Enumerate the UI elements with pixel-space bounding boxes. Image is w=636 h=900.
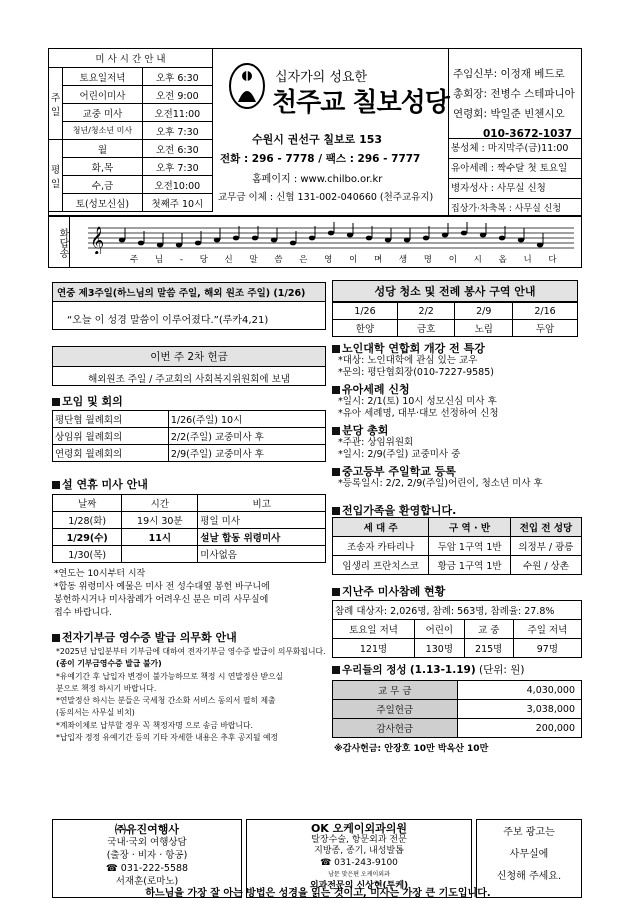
service-item: 집상가·차축복 : 사무실 신청	[448, 198, 582, 218]
hymn-lyrics: 주 님 - 당 신 말 씀 은 영 이 며 생 명 이 시 옵 니 다	[130, 255, 564, 265]
hymn-label: 화답송	[48, 216, 70, 268]
mass-title: 미 사 시 간 안 내	[49, 49, 213, 68]
homepage-link[interactable]: 홈페이지 : www.chilbo.or.kr	[252, 174, 383, 185]
note	[271, 238, 277, 243]
receipt-notes: *2025년 납입분부터 기부금에 대하여 전자기부금 영수증 발급이 의무화됩니다. (종이 기부금영수증 발급 불가) *유예기간 후 납입자 변경이 불가능하므로 책정 시 연말정산 받으실 분으로 책정 하시기 바랍니다. *연말정산 하시는 분들은 국세청 간소화 서비스 동의서 필히 제출 (동의서는 사무실 비치) *계좌이체로 납부할 경우 꼭 책정자명 으로 송금 바랍니다. *납입자 정정 유예기간 등의 기타 자세한 내용은 추후 공지될 예정	[56, 647, 326, 743]
note	[138, 241, 144, 246]
note	[480, 233, 486, 238]
note	[499, 236, 505, 241]
music-staff	[88, 222, 576, 254]
note	[233, 236, 239, 241]
svg-text:𝄞: 𝄞	[90, 226, 105, 254]
mass-name: 청년/청소년 미사	[63, 122, 143, 140]
cleaning-date: 1/26	[333, 303, 398, 320]
mass-time: 첫째주 10시	[142, 194, 212, 212]
note	[537, 243, 543, 248]
church-title: 천주교 칠보성당	[272, 88, 449, 118]
lunar-notes: *연도는 10시부터 시작 *합동 위령미사 예물은 미사 전 성수대옆 봉헌 바구니에 봉헌하시거나 미사참례가 어려우신 분은 미리 사무실에 접수 바랍니다.	[54, 569, 270, 618]
sunday-box	[52, 282, 326, 330]
welcome-title: 전입가족을 환영합니다.	[332, 502, 456, 518]
ad-travel: ㈜유진여행사 국내·국외 여행상담 (출장 · 비자 · 항공) ☎ 031-222-5588 서재훈(로마노)	[52, 819, 242, 898]
account-info: 교무금 이체 : 신협 131-002-040660 (천주교유지)	[218, 192, 434, 203]
note	[176, 243, 182, 248]
lunar-table: 날짜 시간 비고 1/28(화) 19시 30분 평일 미사 1/29(수) 11시 설날 합동 위령미사 1/30(목) 미사없음	[52, 494, 326, 563]
mass-name: 수,금	[63, 176, 143, 194]
collection-title: 이번 주 2차 헌금	[53, 347, 325, 367]
meetings-table: 평단협 월례회의 1/26(주일) 10시 상임위 월례회의 2/2(주일) 교중미사 후 연령회 월례회의 2/9(주일) 교중미사 후	[52, 410, 326, 462]
offering-note: ※감사헌금: 안장호 10만 박옥산 10만	[334, 744, 489, 754]
cleaning-date: 2/9	[455, 303, 513, 320]
mass-time: 오후 7:30	[142, 122, 212, 140]
cleaning-date: 2/16	[513, 303, 578, 320]
mass-time: 오후 6:30	[142, 68, 212, 86]
church-phone: 전화 : 296 - 7778 / 팩스 : 296 - 7777	[220, 153, 421, 165]
meetings-title: 모임 및 회의	[52, 393, 123, 409]
notice-item: 유아세례 신청 *일시: 2/1(토) 10시 성모신심 미사 후 *유아 세례명, 대부·대모 선정하여 신청	[332, 384, 582, 420]
note	[157, 243, 163, 248]
services-list	[448, 138, 582, 218]
collection-box	[52, 346, 326, 386]
notice-item: 중고등부 주일학교 등록 *등록일시: 2/2, 2/9(주일)어린이, 청소년 미사 후	[332, 466, 582, 490]
staff-phone: 010-3672-1037	[483, 128, 573, 140]
offering-title: 우리들의 정성 (1.13-1.19) (단위: 원)	[332, 662, 524, 677]
mass-name: 어린이미사	[63, 86, 143, 104]
note	[290, 241, 296, 246]
note	[442, 233, 448, 238]
notices	[332, 343, 582, 490]
cleaning-date: 2/2	[397, 303, 455, 320]
sunday-group: 주일	[49, 68, 63, 140]
note	[366, 236, 372, 241]
note	[461, 231, 467, 236]
mass-name: 월	[63, 140, 143, 158]
cleaning-group: 두암	[513, 320, 578, 337]
mass-name: 토요일저녁	[63, 68, 143, 86]
notice-item: 노인대학 연합회 개강 전 특강 *대상: 노인대학에 관심 있는 교우 *문의: 평단협회장(010-7227-9585)	[332, 343, 582, 379]
service-item: 유아세례 : 짝수달 첫 토요일	[448, 158, 582, 178]
service-item: 봉성체 : 마지막주(금)11:00	[448, 138, 582, 158]
cleaning-group: 한양	[333, 320, 398, 337]
note	[385, 238, 391, 243]
note	[119, 238, 125, 243]
mass-name: 교중 미사	[63, 104, 143, 122]
mass-name: 화,목	[63, 158, 143, 176]
collection-text: 해외원조 주일 / 주교회의 사회복지위원회에 보냄	[88, 374, 290, 385]
mass-time: 오전 6:30	[142, 140, 212, 158]
weekday-group: 평일	[49, 140, 63, 212]
attendance-table: 참례 대상자: 2,026명, 참례: 563명, 참례율: 27.8% 토요일 저녁 어린이 교 중 주일 저녁 121명 130명 215명 97명	[332, 600, 582, 658]
note	[252, 236, 258, 241]
sunday-title: 연중 제3주일(하느님의 말씀 주일, 해외 원조 주일) (1/26)	[53, 283, 325, 302]
offering-table: 교 무 금 4,030,000 주일헌금 3,038,000 감사헌금 200,000	[332, 680, 582, 738]
service-item: 병자성사 : 사무실 신청	[448, 178, 582, 198]
cleaning-group: 노림	[455, 320, 513, 337]
staff-funeral: 연령회: 박일준 빈첸시오	[453, 108, 565, 120]
mass-name: 토(성모신심)	[63, 194, 143, 212]
cleaning-group: 금호	[397, 320, 455, 337]
church-subtitle: 십자가의 성요한	[275, 70, 368, 85]
note	[423, 236, 429, 241]
cleaning-section	[332, 280, 578, 337]
note	[214, 238, 220, 243]
note	[328, 231, 334, 236]
ad-placeholder: 주보 광고는 사무실에 신청해 주세요.	[476, 819, 582, 898]
cleaning-title: 성당 청소 및 전례 봉사 구역 안내	[332, 280, 578, 302]
mass-schedule-table	[48, 48, 213, 212]
note	[518, 238, 524, 243]
note	[347, 233, 353, 238]
note	[309, 236, 315, 241]
staff-council: 총회장: 전병수 스테파니아	[453, 88, 575, 100]
sunday-quote: “오늘 이 성경 말씀이 이루어졌다.”(루카4,21)	[67, 315, 269, 326]
note	[195, 241, 201, 246]
church-logo	[228, 62, 266, 110]
lunar-title: 설 연휴 미사 안내	[52, 476, 148, 492]
receipt-title: 전자기부금 영수증 발급 의무화 안내	[52, 629, 237, 645]
mass-time: 오전11:00	[142, 104, 212, 122]
staff-pastor: 주임신부: 이정재 베드로	[453, 68, 565, 80]
mass-time: 오전 9:00	[142, 86, 212, 104]
mass-time: 오전10:00	[142, 176, 212, 194]
notice-item: 분당 총회 *주관: 상임위원회 *일시: 2/9(주일) 교중미사 중	[332, 425, 582, 461]
note	[404, 238, 410, 243]
attendance-title: 지난주 미사참례 현황	[332, 583, 445, 599]
mass-time: 오후 7:30	[142, 158, 212, 176]
church-address: 수원시 권선구 칠보로 153	[252, 133, 383, 146]
footer-quote: 하느님을 가장 잘 아는 방법은 성경을 읽는 것이고, 미사는 가장 큰 기도입니다.	[145, 888, 491, 899]
welcome-table: 세 대 주 구 역 · 반 전입 전 성당 조송자 카타리나 두암 1구역 1반 의정부 / 광릉 임생리 프란치스코 황금 1구역 1반 수원 / 상촌	[332, 517, 582, 575]
ad-clinic: OK 오케이외과의원 탈장수술, 항문외과 전문 지방종, 종기, 내성발톱 ☎ 031-243-9100 남문 맞은편 오케이외과 외과전문의 신상현(투케)	[246, 819, 472, 898]
